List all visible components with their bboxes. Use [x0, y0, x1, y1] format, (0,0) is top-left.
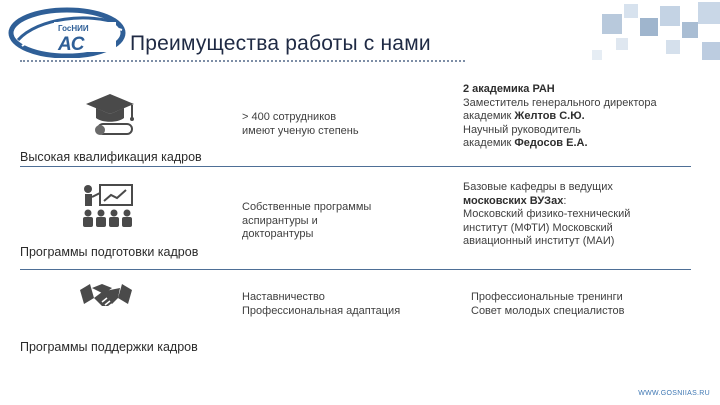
- row2-mid-line: Собственные программы: [242, 201, 372, 213]
- row3-mid-text: [242, 291, 452, 318]
- company-logo: [8, 6, 126, 58]
- svg-text:ГосНИИ: ГосНИИ: [58, 24, 89, 33]
- row2-right-line: Базовые кафедры в ведущих: [463, 181, 613, 193]
- row-divider: [20, 269, 691, 270]
- row3-mid-line: Профессиональная адаптация: [242, 304, 401, 317]
- row1-right-text: [463, 83, 657, 151]
- graduation-cap-diploma-icon: [82, 90, 138, 138]
- row2-title: Программы подготовки кадров: [20, 245, 199, 259]
- row2-right-line: Московский физико-технический: [463, 208, 631, 220]
- row1-right-line: [463, 137, 657, 151]
- row2-mid-text: [242, 201, 442, 242]
- row3-right-line: Совет молодых специалистов: [471, 304, 625, 317]
- row2-mid-line: докторантуры: [242, 228, 314, 240]
- label-prefix: академик: [463, 137, 515, 149]
- row2-right-line: авиационный институт (МАИ): [463, 235, 615, 247]
- label-prefix: академик: [463, 110, 515, 122]
- row1-mid-line: > 400 сотрудников: [242, 111, 337, 123]
- row2-right-text: [463, 181, 630, 249]
- row1-right-line: Заместитель генерального директора: [463, 96, 657, 109]
- row3-right-text: [471, 291, 624, 318]
- row-divider: [20, 166, 691, 167]
- handshake-icon: [80, 280, 132, 312]
- page-title: Преимущества работы с нами: [130, 32, 431, 55]
- row2-right-line: [463, 195, 630, 209]
- row1-title: Высокая квалификация кадров: [20, 150, 202, 164]
- row2-right-line: институт (МФТИ) Московский: [463, 221, 613, 234]
- universities-label: московских ВУЗах: [463, 194, 564, 207]
- row2-mid-line: аспирантуры и: [242, 214, 318, 227]
- academician-name: Желтов С.Ю.: [514, 110, 585, 122]
- row1-right-line: [463, 110, 657, 124]
- row1-mid-text: [242, 111, 442, 138]
- svg-text:АС: АС: [58, 34, 85, 55]
- row3-mid-line: Наставничество: [242, 291, 325, 303]
- presentation-audience-icon: [80, 183, 136, 229]
- row1-right-line: Научный руководитель: [463, 123, 581, 136]
- label-suffix: :: [563, 194, 567, 207]
- row1-mid-line: имеют ученую степень: [242, 124, 359, 137]
- academician-name: Федосов Е.А.: [514, 137, 588, 149]
- row3-title: Программы поддержки кадров: [20, 340, 198, 354]
- title-underline: [20, 60, 465, 62]
- website-link[interactable]: WWW.GOSNIIAS.RU: [638, 390, 710, 397]
- decorative-squares: [590, 0, 720, 70]
- row3-right-line: Профессиональные тренинги: [471, 291, 623, 303]
- row1-right-line: 2 академика РАН: [463, 83, 555, 95]
